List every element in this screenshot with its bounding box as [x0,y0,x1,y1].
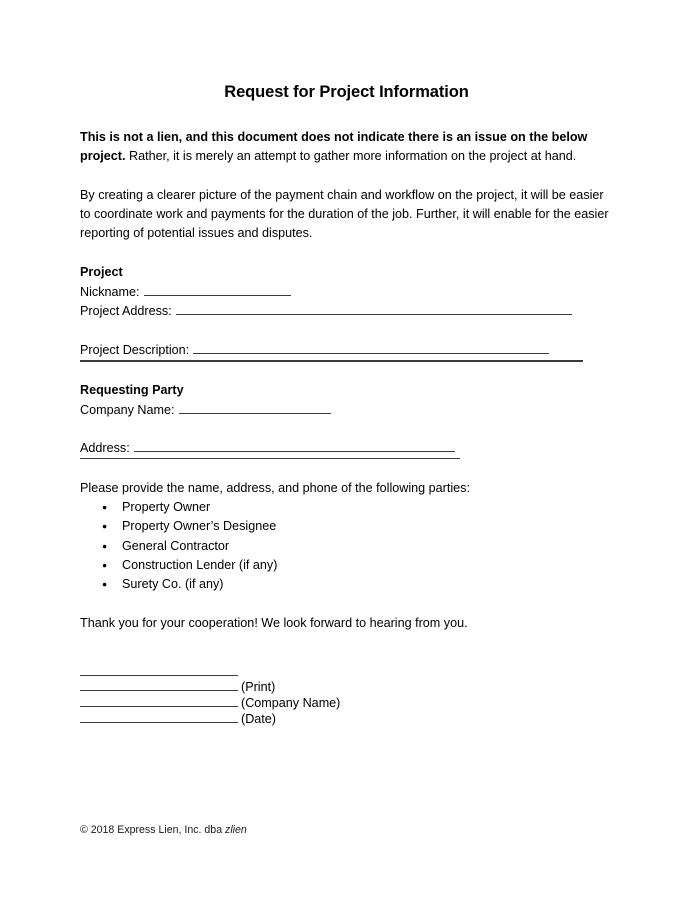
requesting-address-input-line-2[interactable] [80,458,460,459]
print-name-row [80,680,613,696]
spacer [80,102,613,128]
signature-date-row [80,711,613,727]
signature-company-caption: (Company Name) [241,695,341,710]
document-content [80,0,613,727]
project-description-label: Project Description: [80,342,190,357]
signature-company-input[interactable] [80,696,238,707]
project-nickname-label: Nickname: [80,284,140,299]
signature-date-input[interactable] [80,711,238,722]
spacer [80,321,613,340]
print-name-caption: (Print) [241,680,276,695]
footer-brand: zlien [225,824,247,836]
spacer [80,652,613,664]
signature-block [80,664,613,727]
spacer [80,243,613,263]
footer-copyright [80,823,247,837]
project-description-input[interactable] [193,342,549,354]
purpose-paragraph: By creating a clearer picture of the payment chain and workflow on the project, it will be easier to coordinate work and payments for the duration of the job. Further, it will enable for the easier reporting of potential issues and disputes. [80,187,609,241]
closing-paragraph: Thank you for your cooperation! We look forward to hearing from you. [80,615,468,630]
project-address-row [80,302,613,321]
print-name-input[interactable] [80,680,238,691]
project-section-heading: Project [80,265,123,280]
project-address-input[interactable] [176,303,572,315]
requesting-company-name-row [80,401,613,420]
requesting-address-row [80,439,613,458]
list-item: ● Construction Lender (if any) [80,556,613,575]
list-item: ● Surety Co. (if any) [80,575,613,594]
requesting-party-section-heading: Requesting Party [80,383,184,398]
requesting-address-input[interactable] [134,440,455,452]
project-description-input-line-3[interactable] [80,361,583,362]
project-description-row [80,341,613,360]
requesting-address-line-2 [80,458,613,459]
spacer [80,595,613,614]
page-title: Request for Project Information [224,83,469,101]
signature-company-row [80,696,613,712]
spacer [80,459,613,478]
spacer [80,362,613,381]
requesting-address-label: Address: [80,441,130,456]
footer-copyright-text: © 2018 Express Lien, Inc. dba [80,824,226,836]
intro-rest: Rather, it is merely an attempt to gather more information on the project at hand. [125,149,577,164]
intro-bold-lead: This is not a lien, and this document does not indicate there is an issue on the below project. [80,130,588,164]
parties-request-intro: Please provide the name, address, and phone of the following parties: [80,480,470,495]
parties-list [80,498,613,594]
signature-input[interactable] [80,664,238,675]
requesting-company-name-label: Company Name: [80,402,175,417]
list-item: ● Property Owner [80,498,613,517]
list-item: ● General Contractor [80,537,613,556]
signature-row [80,664,613,680]
signature-date-caption: (Date) [241,711,276,726]
spacer [80,633,613,652]
project-address-label: Project Address: [80,304,172,319]
spacer [80,167,613,186]
project-nickname-input[interactable] [144,284,291,296]
intro-paragraph [80,128,613,167]
project-nickname-row [80,283,613,302]
spacer [80,420,613,439]
project-description-line-3 [80,361,613,362]
requesting-company-name-input[interactable] [179,402,331,414]
list-item: ● Property Owner’s Designee [80,517,613,536]
